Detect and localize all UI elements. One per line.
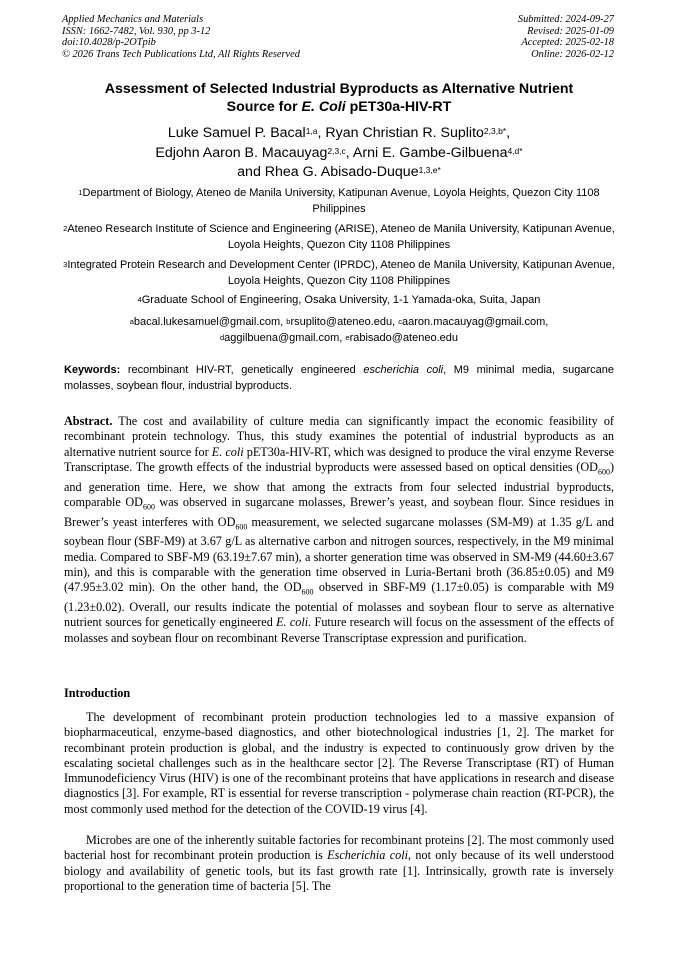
intro-paragraph-1: The development of recombinant protein production technologies led to a massive expansion of biopharmaceutical, enzyme-based diagnostics, and other biotechnological industries [1, 2]. The market for recombinant protein production is global, and the industry is expected to continuously grow driven by the escalating societal challenges such as in the healthcare sector [2]. The Reverse Transcriptase (RT) of Human Immunodeficiency Virus (HIV) is one of the recombinant proteins that have applications in research and disease diagnostics [3]. For example, RT is essential for reverse transcription - polymerase chain reaction (RT-PCR), the most commonly used method for the detection of the COVID-19 virus [4]. — [64, 710, 614, 816]
author-sep: , — [317, 125, 326, 141]
email-line-1 — [62, 315, 616, 331]
submitted-date: Submitted: 2024-09-27 — [517, 14, 614, 25]
abstract-text: pET30a-HIV-RT, which was designed to produce the viral enzyme Reverse Transcriptase. The growth effects of the industrial byproducts were assessed based on optical densities (OD — [64, 444, 614, 474]
journal-name: Applied Mechanics and Materials — [62, 14, 204, 25]
abstract-text: The cost and availability of culture media can significantly impact the economic feasibility of recombinant protein technology. Thus, this study examines the potential of industrial byproducts as an alternative nutrient source for — [64, 414, 614, 459]
intro-paragraph-2 — [64, 833, 614, 894]
author-sep: , — [345, 144, 353, 161]
title-text-end: pET30a-HIV-RT — [345, 99, 452, 115]
abstract-text: observed in SBF-M9 (1.17±0.05) is comparable with M9 (1.23±0.02). Overall, our results indicate the potential of molasses and soybean flour to serve as alternative nutrient sources for genetically engineered — [64, 580, 614, 630]
email-sup: c — [398, 317, 402, 326]
abstract-text: Future research will focus on the assessment of the effects of molasses and soybean flour on recombinant Reverse Transcriptase expression and purification. — [64, 615, 615, 645]
affiliation-2 — [62, 222, 616, 253]
email-sup: b — [286, 317, 291, 326]
affiliation-text: Department of Biology, Ateneo de Manila University, Katipunan Avenue, Loyola Heights, Quezon City 1108 Philippines — [82, 187, 600, 215]
journal-header-left — [62, 14, 300, 60]
intro-text: , not only because of its well understood biology and availability of genetic tools, but its fast growth rate [1]. Intrinsically, growth rate is inversely proportional to the generation time of bacteria [5]. The — [64, 848, 614, 893]
keywords-text: recombinant HIV-RT, genetically engineered — [120, 364, 364, 376]
revised-date: Revised: 2025-01-09 — [527, 25, 614, 37]
author-sep: , — [506, 125, 511, 141]
section-heading-introduction: Introduction — [64, 686, 131, 700]
author-line-3 — [40, 163, 638, 183]
author-line-1 — [40, 124, 638, 144]
keywords — [64, 363, 614, 394]
email-sup: e — [345, 332, 350, 342]
abstract-sub: 600 — [235, 522, 248, 532]
keywords-text-end: , M9 minimal media, sugarcane molasses, soybean flour, industrial byproducts. — [64, 364, 614, 392]
affiliation-1 — [62, 186, 616, 217]
author-name: Edjohn Aaron B. Macauyag — [155, 144, 328, 161]
title-line-2 — [40, 98, 638, 116]
author-name: Luke Samuel P. Bacal — [167, 125, 306, 141]
intro-italic: Escherichia coli — [327, 848, 408, 863]
affiliation-sup: 1 — [78, 188, 83, 197]
author-sup: 1,3,e* — [418, 165, 441, 175]
title-italic: E. Coli — [301, 99, 346, 115]
keywords-italic: escherichia coli — [363, 364, 444, 376]
abstract-italic: E. coli — [211, 444, 244, 459]
abstract — [64, 414, 614, 646]
email-list — [62, 315, 616, 346]
author-name: Ryan Christian R. Suplito — [325, 125, 484, 141]
email-address: bacal.lukesamuel@gmail.com, — [133, 316, 287, 328]
email-sup: d — [220, 332, 225, 342]
paper-title — [40, 80, 638, 116]
affiliation-text: Ateneo Research Institute of Science and Engineering (ARISE), Ateneo de Manila University, Katipunan Avenue, Loyola Heights, Quezon City 1108 Philippines — [67, 223, 615, 251]
affiliation-sup: 4 — [137, 295, 142, 304]
affiliation-text: Integrated Protein Research and Development Center (IPRDC), Ateneo de Manila University, Katipunan Avenue, Loyola Heights, Quezon City 1108 Philippines — [67, 259, 615, 287]
journal-header-right — [518, 14, 614, 60]
email-sup: a — [129, 317, 134, 326]
author-list — [40, 124, 638, 183]
email-address: aaron.macauyag@gmail.com, — [402, 316, 549, 328]
abstract-italic: E. coli. — [276, 615, 312, 630]
intro-text: Microbes are one of the inherently suitable factories for recombinant proteins [2]. The most commonly used bacterial host for recombinant protein production is — [64, 833, 614, 863]
title-line-1: Assessment of Selected Industrial Byproducts as Alternative Nutrient — [104, 81, 574, 97]
keywords-label: Keywords: — [64, 364, 121, 376]
author-sup: 1,a — [305, 126, 318, 136]
doi: doi:10.4028/p-2OTpib — [62, 37, 156, 49]
abstract-sub: 600 — [142, 502, 155, 512]
abstract-text: was observed in sugarcane molasses, Brewer’s yeast, and soybean flour. Since residues in Brewer’s yeast interferes with OD — [64, 494, 614, 529]
affiliation-text: Graduate School of Engineering, Osaka University, 1-1 Yamada-oka, Suita, Japan — [141, 294, 541, 306]
affiliation-4 — [62, 293, 616, 309]
author-name: and Rhea G. Abisado-Duque — [237, 164, 419, 180]
abstract-text: ) and generation time. Here, we show that among the extracts from four selected industrial byproducts, comparable OD — [64, 459, 614, 509]
affiliation-3 — [62, 258, 616, 289]
title-text: Source for — [226, 99, 302, 115]
accepted-date: Accepted: 2025-02-18 — [521, 37, 614, 49]
affiliation-sup: 2 — [63, 224, 68, 233]
online-date: Online: 2026-02-12 — [531, 48, 614, 60]
author-sup: 4,d* — [507, 145, 523, 156]
email-address: aggilbuena@gmail.com, — [224, 331, 346, 344]
email-address: rsuplito@ateneo.edu, — [290, 316, 399, 328]
abstract-sub: 600 — [597, 467, 610, 477]
copyright: © 2026 Trans Tech Publications Ltd, All Rights Reserved — [62, 48, 300, 60]
affiliation-sup: 3 — [63, 260, 68, 269]
abstract-label: Abstract. — [64, 414, 113, 428]
author-line-2 — [40, 144, 638, 164]
author-sup: 2,3,b* — [483, 126, 507, 136]
abstract-sub: 600 — [301, 587, 314, 597]
issn: ISSN: 1662-7482, Vol. 930, pp 3-12 — [62, 25, 211, 37]
author-name: Arni E. Gambe-Gilbuena — [352, 144, 508, 161]
author-sup: 2,3,c — [327, 145, 346, 156]
email-address: rabisado@ateneo.edu — [349, 331, 458, 344]
email-line-2 — [62, 331, 616, 347]
abstract-text: measurement, we selected sugarcane molasses (SM-M9) at 1.35 g/L and soybean flour (SBF-M9) at 3.67 g/L as alternative carbon and nitrogen sources, respectively, in the M9 minimal media. Compared to SBF-M9 (63.19±7.67 min), a shorter generation time was observed in SM-M9 (44.60±3.67 min), and this is comparable with the generation time observed in Luria-Bertani broth (36.85±0.05) and M9 (47.95±3.02 min). On the other hand, the OD — [64, 514, 614, 595]
